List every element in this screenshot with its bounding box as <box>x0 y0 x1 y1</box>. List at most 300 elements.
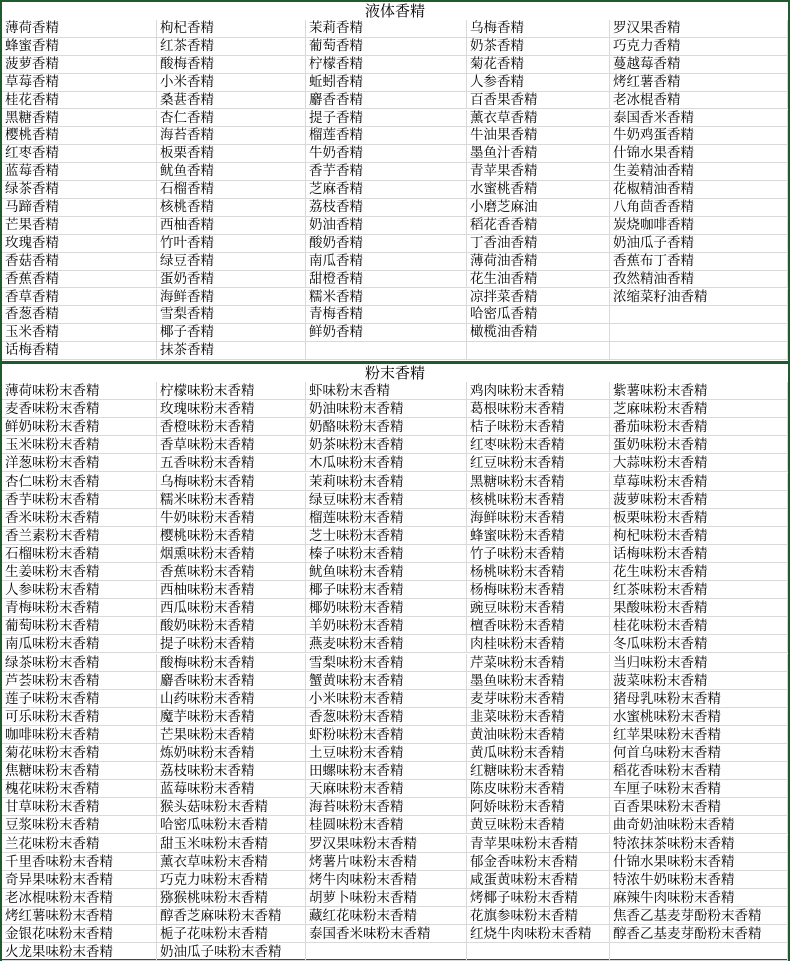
table-cell[interactable]: 虾味粉末香精 <box>306 382 467 400</box>
table-cell[interactable]: 孜然精油香精 <box>610 271 788 289</box>
table-row <box>2 726 788 744</box>
table-row <box>2 762 788 780</box>
table-cell[interactable]: 香芋香精 <box>306 163 467 181</box>
table-cell[interactable]: 甘草味粉末香精 <box>2 798 157 816</box>
table-cell[interactable]: 桂花味粉末香精 <box>610 617 788 635</box>
table-cell[interactable]: 桔子味粉末香精 <box>467 418 610 436</box>
table-cell[interactable]: 炭烧咖啡香精 <box>610 217 788 235</box>
table-cell[interactable]: 魔芋味粉末香精 <box>157 708 306 726</box>
table-row <box>2 56 788 74</box>
table-cell[interactable]: 酸奶味粉末香精 <box>157 617 306 635</box>
table-cell[interactable]: 八角茴香香精 <box>610 199 788 217</box>
table-cell[interactable]: 烤牛肉味粉末香精 <box>306 871 467 889</box>
table-cell[interactable]: 咸蛋黄味粉末香精 <box>467 871 610 889</box>
table-cell[interactable]: 青苹果味粉末香精 <box>467 835 610 853</box>
table-cell[interactable]: 墨鱼汁香精 <box>467 145 610 163</box>
table-cell[interactable]: 香橙味粉末香精 <box>157 418 306 436</box>
table-cell[interactable]: 桂花香精 <box>2 92 157 110</box>
table-row <box>2 181 788 199</box>
table-cell[interactable]: 什锦水果香精 <box>610 145 788 163</box>
table-row <box>2 491 788 509</box>
table-row <box>2 163 788 181</box>
table-cell[interactable]: 菠萝味粉末香精 <box>610 491 788 509</box>
table-cell[interactable]: 藏红花味粉末香精 <box>306 907 467 925</box>
table-cell[interactable]: 核桃香精 <box>157 199 306 217</box>
table-cell[interactable]: 紫薯味粉末香精 <box>610 382 788 400</box>
table-cell[interactable]: 金银花味粉末香精 <box>2 925 157 943</box>
table-cell[interactable]: 花生味粉末香精 <box>610 563 788 581</box>
table-row <box>2 635 788 653</box>
table-cell[interactable]: 小米味粉末香精 <box>306 690 467 708</box>
table-row <box>2 925 788 943</box>
table-cell[interactable]: 青梅香精 <box>306 306 467 324</box>
table-cell[interactable]: 葡萄味粉末香精 <box>2 617 157 635</box>
table-cell[interactable]: 红苹果味粉末香精 <box>610 726 788 744</box>
table-cell[interactable]: 西柚味粉末香精 <box>157 581 306 599</box>
table-row <box>2 92 788 110</box>
section-title[interactable]: 液体香精 <box>2 2 788 20</box>
table-cell[interactable]: 蓝莓味粉末香精 <box>157 780 306 798</box>
table-cell[interactable]: 橄榄油香精 <box>467 324 610 342</box>
table-cell[interactable]: 虾粉味粉末香精 <box>306 726 467 744</box>
table-cell[interactable]: 黑糖味粉末香精 <box>467 473 610 491</box>
table-cell[interactable]: 柠檬香精 <box>306 56 467 74</box>
table-cell[interactable]: 乌梅香精 <box>467 20 610 38</box>
table-row <box>2 382 788 400</box>
table-cell[interactable]: 提子香精 <box>306 110 467 128</box>
table-cell[interactable]: 咖啡味粉末香精 <box>2 726 157 744</box>
table-cell[interactable]: 南瓜味粉末香精 <box>2 635 157 653</box>
table-cell[interactable]: 车厘子味粉末香精 <box>610 780 788 798</box>
table-cell[interactable]: 牛油果香精 <box>467 127 610 145</box>
table-row <box>2 342 788 360</box>
table-cell[interactable]: 青苹果香精 <box>467 163 610 181</box>
table-cell[interactable]: 人参香精 <box>467 74 610 92</box>
table-cell[interactable]: 香蕉布丁香精 <box>610 253 788 271</box>
table-cell[interactable]: 五香味粉末香精 <box>157 454 306 472</box>
table-cell[interactable]: 人参味粉末香精 <box>2 581 157 599</box>
table-row <box>2 110 788 128</box>
table-cell[interactable]: 石榴味粉末香精 <box>2 545 157 563</box>
table-cell[interactable]: 栀子花味粉末香精 <box>157 925 306 943</box>
table-cell[interactable]: 菊花味粉末香精 <box>2 744 157 762</box>
table-cell[interactable]: 百香果香精 <box>467 92 610 110</box>
table-cell[interactable]: 牛奶鸡蛋香精 <box>610 127 788 145</box>
table-cell[interactable]: 天麻味粉末香精 <box>306 780 467 798</box>
table-cell[interactable]: 丁香油香精 <box>467 235 610 253</box>
table-cell[interactable]: 醇香芝麻味粉末香精 <box>157 907 306 925</box>
table-cell[interactable]: 话梅香精 <box>2 342 157 360</box>
table-cell[interactable]: 小磨芝麻油 <box>467 199 610 217</box>
table-row <box>2 217 788 235</box>
table-cell[interactable]: 山药味粉末香精 <box>157 690 306 708</box>
table-cell[interactable] <box>610 943 788 961</box>
table-cell[interactable]: 蚯蚓香精 <box>306 74 467 92</box>
table-cell[interactable]: 核桃味粉末香精 <box>467 491 610 509</box>
table-cell[interactable]: 香蕉味粉末香精 <box>157 563 306 581</box>
table-cell[interactable]: 奶油香精 <box>306 217 467 235</box>
table-cell[interactable]: 枸杞味粉末香精 <box>610 527 788 545</box>
table-cell[interactable]: 兰花味粉末香精 <box>2 835 157 853</box>
table-cell[interactable]: 芦荟味粉末香精 <box>2 672 157 690</box>
table-cell[interactable]: 烟熏味粉末香精 <box>157 545 306 563</box>
table-cell[interactable]: 奶茶香精 <box>467 38 610 56</box>
table-cell[interactable]: 墨鱼味粉末香精 <box>467 672 610 690</box>
table-cell[interactable]: 黄豆味粉末香精 <box>467 816 610 834</box>
table-cell[interactable]: 蜂蜜味粉末香精 <box>467 527 610 545</box>
table-row <box>2 943 788 961</box>
table-cell[interactable]: 老冰棍香精 <box>610 92 788 110</box>
table-cell[interactable]: 当归味粉末香精 <box>610 654 788 672</box>
table-cell[interactable]: 红茶味粉末香精 <box>610 581 788 599</box>
table-cell[interactable]: 薄荷油香精 <box>467 253 610 271</box>
table-cell[interactable]: 特浓牛奶味粉末香精 <box>610 871 788 889</box>
table-cell[interactable]: 提子味粉末香精 <box>157 635 306 653</box>
table-cell[interactable]: 香芋味粉末香精 <box>2 491 157 509</box>
table-cell[interactable]: 稻花香味粉末香精 <box>610 762 788 780</box>
table-cell[interactable]: 什锦水果味粉末香精 <box>610 853 788 871</box>
table-cell[interactable]: 陈皮味粉末香精 <box>467 780 610 798</box>
table-row <box>2 74 788 92</box>
table-cell[interactable]: 麦香味粉末香精 <box>2 400 157 418</box>
table-row <box>2 306 788 324</box>
table-row <box>2 835 788 853</box>
table-cell[interactable]: 南瓜香精 <box>306 253 467 271</box>
table-cell[interactable]: 鱿鱼香精 <box>157 163 306 181</box>
table-cell[interactable]: 香米味粉末香精 <box>2 509 157 527</box>
table-row <box>2 780 788 798</box>
table-cell[interactable]: 曲奇奶油味粉末香精 <box>610 816 788 834</box>
table-cell[interactable]: 炼奶味粉末香精 <box>157 744 306 762</box>
table-cell[interactable]: 奶油瓜子味粉末香精 <box>157 943 306 961</box>
table-cell[interactable]: 葛根味粉末香精 <box>467 400 610 418</box>
table-cell[interactable]: 红糖味粉末香精 <box>467 762 610 780</box>
table-cell[interactable]: 冬瓜味粉末香精 <box>610 635 788 653</box>
table-cell[interactable]: 雪梨味粉末香精 <box>306 654 467 672</box>
table-cell[interactable]: 罗汉果味粉末香精 <box>306 835 467 853</box>
table-cell[interactable]: 奶酪味粉末香精 <box>306 418 467 436</box>
table-cell[interactable]: 香葱香精 <box>2 306 157 324</box>
table-cell[interactable]: 薰衣草香精 <box>467 110 610 128</box>
table-cell[interactable]: 哈密瓜味粉末香精 <box>157 816 306 834</box>
table-cell[interactable]: 稻花香香精 <box>467 217 610 235</box>
table-cell[interactable]: 醇香乙基麦芽酚粉末香精 <box>610 925 788 943</box>
table-cell[interactable]: 焦糖味粉末香精 <box>2 762 157 780</box>
section-title[interactable]: 粉末香精 <box>2 364 788 382</box>
table-cell[interactable]: 椰奶味粉末香精 <box>306 599 467 617</box>
table-cell[interactable]: 绿豆味粉末香精 <box>306 491 467 509</box>
table-cell[interactable]: 蟹黄味粉末香精 <box>306 672 467 690</box>
table-row <box>2 889 788 907</box>
table-cell[interactable]: 鲜奶香精 <box>306 324 467 342</box>
table-cell[interactable]: 香兰素粉末香精 <box>2 527 157 545</box>
table-cell[interactable]: 椰子香精 <box>157 324 306 342</box>
table-cell[interactable]: 抹茶香精 <box>157 342 306 360</box>
table-cell[interactable]: 可乐味粉末香精 <box>2 708 157 726</box>
table-cell[interactable]: 蓝莓香精 <box>2 163 157 181</box>
table-cell[interactable]: 洋葱味粉末香精 <box>2 454 157 472</box>
table-cell[interactable]: 西柚香精 <box>157 217 306 235</box>
table-cell[interactable]: 菠萝香精 <box>2 56 157 74</box>
table-row <box>2 907 788 925</box>
table-cell[interactable]: 甜橙香精 <box>306 271 467 289</box>
table-cell[interactable]: 黄油味粉末香精 <box>467 726 610 744</box>
table-cell[interactable]: 薄荷味粉末香精 <box>2 382 157 400</box>
table-cell[interactable]: 酸梅香精 <box>157 56 306 74</box>
table-row <box>2 871 788 889</box>
table-cell[interactable]: 杏仁味粉末香精 <box>2 473 157 491</box>
table-cell[interactable]: 红茶香精 <box>157 38 306 56</box>
table-cell[interactable]: 牛奶香精 <box>306 145 467 163</box>
table-cell[interactable]: 葡萄香精 <box>306 38 467 56</box>
table-cell[interactable]: 蛋奶香精 <box>157 271 306 289</box>
table-cell[interactable] <box>467 342 610 360</box>
table-cell[interactable]: 千里香味粉末香精 <box>2 853 157 871</box>
table-cell[interactable] <box>610 342 788 360</box>
table-cell[interactable]: 香草味粉末香精 <box>157 436 306 454</box>
table-cell[interactable]: 椰子味粉末香精 <box>306 581 467 599</box>
table-cell[interactable]: 枸杞香精 <box>157 20 306 38</box>
table-cell[interactable]: 绿茶香精 <box>2 181 157 199</box>
table-cell[interactable]: 烤红薯香精 <box>610 74 788 92</box>
table-cell[interactable]: 茉莉香精 <box>306 20 467 38</box>
table-cell[interactable]: 哈密瓜香精 <box>467 306 610 324</box>
table-cell[interactable]: 芹菜味粉末香精 <box>467 654 610 672</box>
table-row <box>2 672 788 690</box>
table-cell[interactable]: 鸡肉味粉末香精 <box>467 382 610 400</box>
table-cell[interactable]: 胡萝卜味粉末香精 <box>306 889 467 907</box>
table-cell[interactable]: 绿茶味粉末香精 <box>2 654 157 672</box>
table-cell[interactable]: 鲜奶味粉末香精 <box>2 418 157 436</box>
table-cell[interactable]: 水蜜桃香精 <box>467 181 610 199</box>
table-cell[interactable]: 生姜味粉末香精 <box>2 563 157 581</box>
table-cell[interactable]: 榴莲香精 <box>306 127 467 145</box>
table-cell[interactable]: 郁金香味粉末香精 <box>467 853 610 871</box>
table-cell[interactable]: 花椒精油香精 <box>610 181 788 199</box>
table-cell[interactable]: 黄瓜味粉末香精 <box>467 744 610 762</box>
table-cell[interactable]: 玫瑰香精 <box>2 235 157 253</box>
table-cell[interactable]: 小米香精 <box>157 74 306 92</box>
table-cell[interactable]: 罗汉果香精 <box>610 20 788 38</box>
table-row <box>2 853 788 871</box>
table-cell[interactable]: 玫瑰味粉末香精 <box>157 400 306 418</box>
table-cell[interactable]: 芝麻香精 <box>306 181 467 199</box>
table-cell[interactable] <box>610 324 788 342</box>
table-row <box>2 436 788 454</box>
table-row <box>2 654 788 672</box>
table-cell[interactable]: 草莓味粉末香精 <box>610 473 788 491</box>
table-cell[interactable]: 果酸味粉末香精 <box>610 599 788 617</box>
table-cell[interactable]: 何首乌味粉末香精 <box>610 744 788 762</box>
table-cell[interactable]: 海苔香精 <box>157 127 306 145</box>
table-cell[interactable]: 肉桂味粉末香精 <box>467 635 610 653</box>
table-cell[interactable]: 番茄味粉末香精 <box>610 418 788 436</box>
table-cell[interactable]: 海鲜香精 <box>157 289 306 307</box>
table-cell[interactable]: 糯米香精 <box>306 289 467 307</box>
table-cell[interactable]: 红豆味粉末香精 <box>467 454 610 472</box>
table-cell[interactable]: 青梅味粉末香精 <box>2 599 157 617</box>
table-cell[interactable]: 柠檬味粉末香精 <box>157 382 306 400</box>
table-cell[interactable]: 特浓抹茶味粉末香精 <box>610 835 788 853</box>
table-cell[interactable]: 焦香乙基麦芽酚粉末香精 <box>610 907 788 925</box>
table-cell[interactable]: 烤红薯味粉末香精 <box>2 907 157 925</box>
table-cell[interactable]: 麝香味粉末香精 <box>157 672 306 690</box>
table-cell[interactable]: 桑葚香精 <box>157 92 306 110</box>
table-cell[interactable]: 莲子味粉末香精 <box>2 690 157 708</box>
table-row <box>2 509 788 527</box>
table-cell[interactable] <box>306 342 467 360</box>
table-cell[interactable]: 板栗味粉末香精 <box>610 509 788 527</box>
table-cell[interactable]: 桂圆味粉末香精 <box>306 816 467 834</box>
table-cell[interactable]: 黑糖香精 <box>2 110 157 128</box>
table-cell[interactable]: 浓缩菜籽油香精 <box>610 289 788 307</box>
table-cell[interactable]: 猕猴桃味粉末香精 <box>157 889 306 907</box>
table-cell[interactable]: 菠菜味粉末香精 <box>610 672 788 690</box>
table-cell[interactable]: 红烧牛肉味粉末香精 <box>467 925 610 943</box>
table-cell[interactable]: 麻辣牛肉味粉末香精 <box>610 889 788 907</box>
table-cell[interactable]: 马蹄香精 <box>2 199 157 217</box>
table-cell[interactable]: 芝麻味粉末香精 <box>610 400 788 418</box>
table-cell[interactable]: 韭菜味粉末香精 <box>467 708 610 726</box>
table-cell[interactable]: 烤椰子味粉末香精 <box>467 889 610 907</box>
table-row <box>2 816 788 834</box>
table-cell[interactable]: 火龙果味粉末香精 <box>2 943 157 961</box>
table-cell[interactable]: 榛子味粉末香精 <box>306 545 467 563</box>
table-cell[interactable]: 糯米味粉末香精 <box>157 491 306 509</box>
table-row <box>2 617 788 635</box>
table-cell[interactable]: 杏仁香精 <box>157 110 306 128</box>
table-cell[interactable]: 羊奶味粉末香精 <box>306 617 467 635</box>
table-cell[interactable]: 茉莉味粉末香精 <box>306 473 467 491</box>
table-cell[interactable]: 巧克力味粉末香精 <box>157 871 306 889</box>
table-cell[interactable]: 红枣味粉末香精 <box>467 436 610 454</box>
table-cell[interactable]: 玉米味粉末香精 <box>2 436 157 454</box>
table-cell[interactable]: 樱桃香精 <box>2 127 157 145</box>
table-cell[interactable]: 雪梨香精 <box>157 306 306 324</box>
table-cell[interactable]: 海鲜味粉末香精 <box>467 509 610 527</box>
table-cell[interactable]: 樱桃味粉末香精 <box>157 527 306 545</box>
table-cell[interactable]: 玉米香精 <box>2 324 157 342</box>
table-cell[interactable]: 草莓香精 <box>2 74 157 92</box>
table-row <box>2 545 788 563</box>
table-cell[interactable]: 西瓜味粉末香精 <box>157 599 306 617</box>
table-cell[interactable]: 老冰棍味粉末香精 <box>2 889 157 907</box>
table-cell[interactable]: 槐花味粉末香精 <box>2 780 157 798</box>
table-cell[interactable]: 巧克力香精 <box>610 38 788 56</box>
table-row <box>2 20 788 38</box>
table-cell[interactable] <box>306 943 467 961</box>
table-row <box>2 744 788 762</box>
table-cell[interactable]: 牛奶味粉末香精 <box>157 509 306 527</box>
table-cell[interactable]: 麝香香精 <box>306 92 467 110</box>
table-cell[interactable]: 花旗参味粉末香精 <box>467 907 610 925</box>
table-cell[interactable]: 芒果味粉末香精 <box>157 726 306 744</box>
table-cell[interactable]: 奶茶味粉末香精 <box>306 436 467 454</box>
table-cell[interactable]: 榴莲味粉末香精 <box>306 509 467 527</box>
table-cell[interactable]: 麦芽味粉末香精 <box>467 690 610 708</box>
table-cell[interactable]: 烤薯片味粉末香精 <box>306 853 467 871</box>
table-cell[interactable]: 阿娇味粉末香精 <box>467 798 610 816</box>
table-cell[interactable]: 芝士味粉末香精 <box>306 527 467 545</box>
table-cell[interactable]: 竹子味粉末香精 <box>467 545 610 563</box>
table-cell[interactable]: 荔枝香精 <box>306 199 467 217</box>
table-cell[interactable]: 酸梅味粉末香精 <box>157 654 306 672</box>
table-row <box>2 798 788 816</box>
table-row <box>2 127 788 145</box>
table-cell[interactable]: 话梅味粉末香精 <box>610 545 788 563</box>
table-cell[interactable]: 香菇香精 <box>2 253 157 271</box>
table-cell[interactable]: 菊花香精 <box>467 56 610 74</box>
table-cell[interactable]: 田螺味粉末香精 <box>306 762 467 780</box>
table-cell[interactable]: 蔓越莓香精 <box>610 56 788 74</box>
table-cell[interactable]: 豌豆味粉末香精 <box>467 599 610 617</box>
table-cell[interactable]: 凉拌菜香精 <box>467 289 610 307</box>
table-cell[interactable] <box>610 306 788 324</box>
table-cell[interactable]: 百香果味粉末香精 <box>610 798 788 816</box>
table-cell[interactable]: 香蕉香精 <box>2 271 157 289</box>
table-cell[interactable]: 生姜精油香精 <box>610 163 788 181</box>
table-cell[interactable]: 乌梅味粉末香精 <box>157 473 306 491</box>
table-row <box>2 690 788 708</box>
table-cell[interactable]: 薰衣草味粉末香精 <box>157 853 306 871</box>
table-cell[interactable]: 泰国香米味粉末香精 <box>306 925 467 943</box>
table-cell[interactable]: 杨桃味粉末香精 <box>467 563 610 581</box>
table-cell[interactable]: 杨梅味粉末香精 <box>467 581 610 599</box>
table-cell[interactable]: 板栗香精 <box>157 145 306 163</box>
table-cell[interactable]: 奶油味粉末香精 <box>306 400 467 418</box>
table-cell[interactable]: 蛋奶味粉末香精 <box>610 436 788 454</box>
table-row <box>2 271 788 289</box>
table-cell[interactable]: 土豆味粉末香精 <box>306 744 467 762</box>
table-cell[interactable]: 木瓜味粉末香精 <box>306 454 467 472</box>
table-cell[interactable]: 猴头菇味粉末香精 <box>157 798 306 816</box>
table-row <box>2 289 788 307</box>
table-row <box>2 454 788 472</box>
table-cell[interactable]: 红枣香精 <box>2 145 157 163</box>
table-cell[interactable]: 泰国香米香精 <box>610 110 788 128</box>
table-cell[interactable]: 甜玉米味粉末香精 <box>157 835 306 853</box>
table-cell[interactable]: 石榴香精 <box>157 181 306 199</box>
table-cell[interactable]: 酸奶香精 <box>306 235 467 253</box>
table-cell[interactable]: 鱿鱼味粉末香精 <box>306 563 467 581</box>
table-cell[interactable]: 蜂蜜香精 <box>2 38 157 56</box>
table-cell[interactable]: 绿豆香精 <box>157 253 306 271</box>
table-cell[interactable]: 芒果香精 <box>2 217 157 235</box>
table-cell[interactable]: 香草香精 <box>2 289 157 307</box>
table-cell[interactable]: 荔枝味粉末香精 <box>157 762 306 780</box>
table-cell[interactable]: 薄荷香精 <box>2 20 157 38</box>
table-cell[interactable]: 奇异果味粉末香精 <box>2 871 157 889</box>
table-row <box>2 473 788 491</box>
table-row <box>2 527 788 545</box>
table-cell[interactable]: 大蒜味粉末香精 <box>610 454 788 472</box>
table-cell[interactable]: 豆浆味粉末香精 <box>2 816 157 834</box>
table-cell[interactable]: 檀香味粉末香精 <box>467 617 610 635</box>
table-cell[interactable] <box>467 943 610 961</box>
table-row <box>2 235 788 253</box>
table-cell[interactable]: 竹叶香精 <box>157 235 306 253</box>
table-cell[interactable]: 奶油瓜子香精 <box>610 235 788 253</box>
table-cell[interactable]: 海苔味粉末香精 <box>306 798 467 816</box>
table-cell[interactable]: 香葱味粉末香精 <box>306 708 467 726</box>
table-cell[interactable]: 猪母乳味粉末香精 <box>610 690 788 708</box>
table-row <box>2 145 788 163</box>
table-cell[interactable]: 水蜜桃味粉末香精 <box>610 708 788 726</box>
table-cell[interactable]: 花生油香精 <box>467 271 610 289</box>
table-cell[interactable]: 燕麦味粉末香精 <box>306 635 467 653</box>
table-row <box>2 581 788 599</box>
table-row <box>2 324 788 342</box>
